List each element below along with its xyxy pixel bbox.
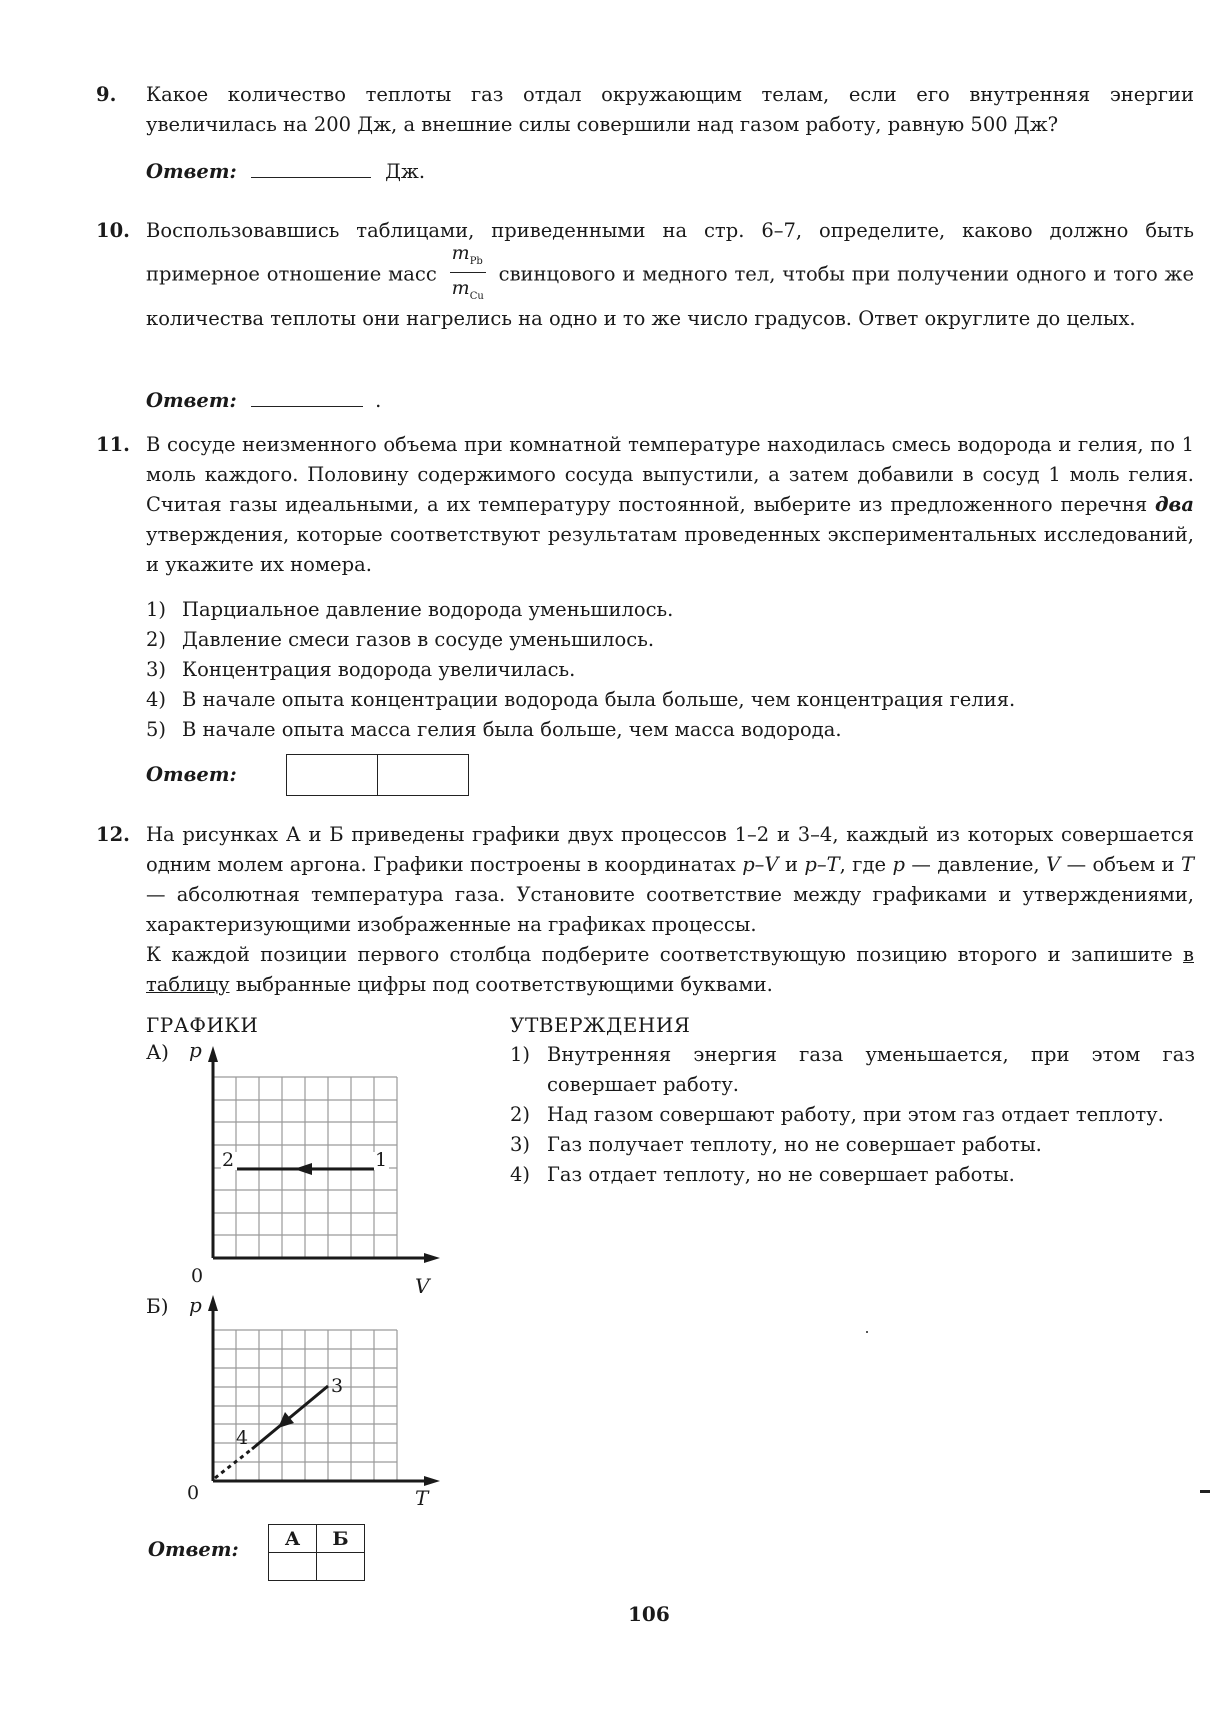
option-number: 2) [146, 628, 167, 651]
x-axis-arrow-icon [424, 1253, 440, 1263]
direction-arrow-icon [294, 1163, 312, 1175]
statement-number: 2) [510, 1103, 531, 1126]
graph-b-process-line [215, 1386, 328, 1478]
point-2-label: 2 [222, 1149, 235, 1171]
option-text: В начале опыта концентрации водорода была больше, чем концентрация гелия. [182, 688, 1016, 711]
numerator: m [451, 242, 470, 264]
text-part: и [778, 853, 805, 876]
text-part: выбранные цифры под соответствующими буквами. [229, 973, 773, 996]
var-t: T [1181, 853, 1195, 876]
dashed-extension [215, 1449, 252, 1478]
coord-pv: p–V [742, 853, 779, 876]
text-rest: одного и того же количества теплоты они нагрелись на одно и то же число градусов. Ответ округлите до целых. [146, 262, 1195, 330]
option-text: В начале опыта масса гелия была больше, чем масса водорода. [182, 718, 842, 741]
text-part: К каждой позиции первого столбца подберите соответствующую позицию второго и запишите [146, 943, 1184, 966]
coord-pt: p–T [804, 853, 840, 876]
statement-item [510, 1130, 1195, 1160]
answer-label: Ответ: [146, 160, 237, 183]
answer-label: Ответ: [146, 389, 237, 412]
statement-text: Газ получает теплоту, но не совершает работы. [547, 1133, 1042, 1156]
answer-suffix: . [375, 389, 382, 412]
option-number: 1) [146, 598, 167, 621]
text-before-fraction: Воспользовавшись таблицами, приведенными на стр. 6–7, определите, каково должно быть примерное отношение масс [146, 219, 1194, 286]
denominator: m [451, 276, 470, 299]
scan-edge-mark [1200, 1490, 1210, 1493]
statement-number: 4) [510, 1163, 531, 1186]
statement-item [510, 1160, 1195, 1190]
statement-text: Газ отдает теплоту, но не совершает работы. [547, 1163, 1015, 1186]
answer-label: Ответ: [148, 1538, 239, 1561]
option-text: Парциальное давление водорода уменьшилось. [182, 598, 674, 621]
statement-number: 3) [510, 1133, 531, 1156]
answer-header-b: Б [317, 1525, 365, 1553]
text-part: , где [839, 853, 893, 876]
statement-item [510, 1040, 1195, 1100]
answer-label: Ответ: [146, 762, 237, 786]
emphasis-two: два [1155, 493, 1194, 516]
origin-label: 0 [187, 1482, 200, 1504]
text-part: — объем и [1060, 853, 1181, 876]
x-axis-arrow-icon [424, 1476, 440, 1486]
option-text: Концентрация водорода увеличилась. [182, 658, 576, 681]
graph-a-axes [208, 1046, 440, 1263]
origin-label: 0 [191, 1265, 204, 1287]
answer-table-12 [268, 1524, 365, 1581]
denominator-subscript: Cu [469, 290, 484, 302]
x-axis-label: V [415, 1274, 430, 1298]
answer-unit: Дж. [385, 160, 426, 183]
graph-b-label: Б) [146, 1294, 169, 1318]
var-v: V [1046, 853, 1061, 876]
x-axis-label: T [415, 1486, 429, 1510]
question-number: 12. [96, 823, 130, 846]
text-part: — давление, [904, 853, 1047, 876]
answer-label-12 [148, 1538, 239, 1561]
text-part: утверждения, которые соответствуют результатам проведенных экспериментальных исследований, и укажите их номера. [146, 523, 1194, 576]
point-3-label: 3 [331, 1375, 344, 1397]
question-number: 11. [96, 433, 130, 456]
option-number: 4) [146, 688, 167, 711]
text-after-fraction: свинцового и медного тел, чтобы при получении [498, 262, 1010, 286]
text-part: На рисунках А и Б приведены графики двух процессов 1–2 и 3–4, каждый из которых совершается одним молем аргона. Графики построены в координатах [146, 823, 1194, 876]
text-part: — абсолютная температура газа. Установите соответствие между графиками и утверждениями, характеризующими изображенные на графиках процессы. [146, 883, 1194, 936]
graph-a-label: А) [146, 1040, 169, 1064]
point-4-label: 4 [236, 1427, 249, 1449]
var-p: p [892, 853, 905, 876]
question-text: Какое количество теплоты газ отдал окружающим телам, если его внутренняя энергии увеличилась на 200 Дж, а внешние силы совершили над газом работу, равную 500 Дж? [146, 83, 1194, 136]
page-number: 106 [628, 1602, 670, 1626]
y-axis-label: p [189, 1038, 202, 1062]
statement-item [510, 1100, 1195, 1130]
question-number: 10. [96, 219, 130, 242]
option-number: 3) [146, 658, 167, 681]
statements-title: УТВЕРЖДЕНИЯ [510, 1013, 691, 1037]
scan-speck [866, 1331, 868, 1333]
statement-text: Внутренняя энергия газа уменьшается, при этом газ совершает работу. [547, 1043, 1195, 1096]
answer-cell-a[interactable] [269, 1553, 317, 1581]
y-axis-label: p [189, 1293, 202, 1317]
point-1-label: 1 [375, 1149, 388, 1171]
underlined-text: в таблицу [146, 943, 1194, 996]
option-number: 5) [146, 718, 167, 741]
graphs-title: ГРАФИКИ [146, 1013, 259, 1037]
option-text: Давление смеси газов в сосуде уменьшилось. [182, 628, 655, 651]
y-axis-arrow-icon [208, 1046, 218, 1062]
question-number: 9. [96, 83, 117, 106]
numerator-subscript: Pb [469, 255, 483, 267]
y-axis-arrow-icon [208, 1295, 218, 1311]
statement-number: 1) [510, 1043, 531, 1066]
answer-cell-b[interactable] [317, 1553, 365, 1581]
text-part: В сосуде неизменного объема при комнатной температуре находилась смесь водорода и гелия, по 1 моль каждого. Половину содержимого сосуда выпустили, а затем добавили в сосуд 1 моль гелия. Считая газы идеальными, а их температуру постоянной, выберите из предложенного перечня [146, 433, 1194, 516]
answer-header-a: А [269, 1525, 317, 1553]
statement-text: Над газом совершают работу, при этом газ отдает теплоту. [547, 1103, 1164, 1126]
statements-list [510, 1040, 1195, 1190]
